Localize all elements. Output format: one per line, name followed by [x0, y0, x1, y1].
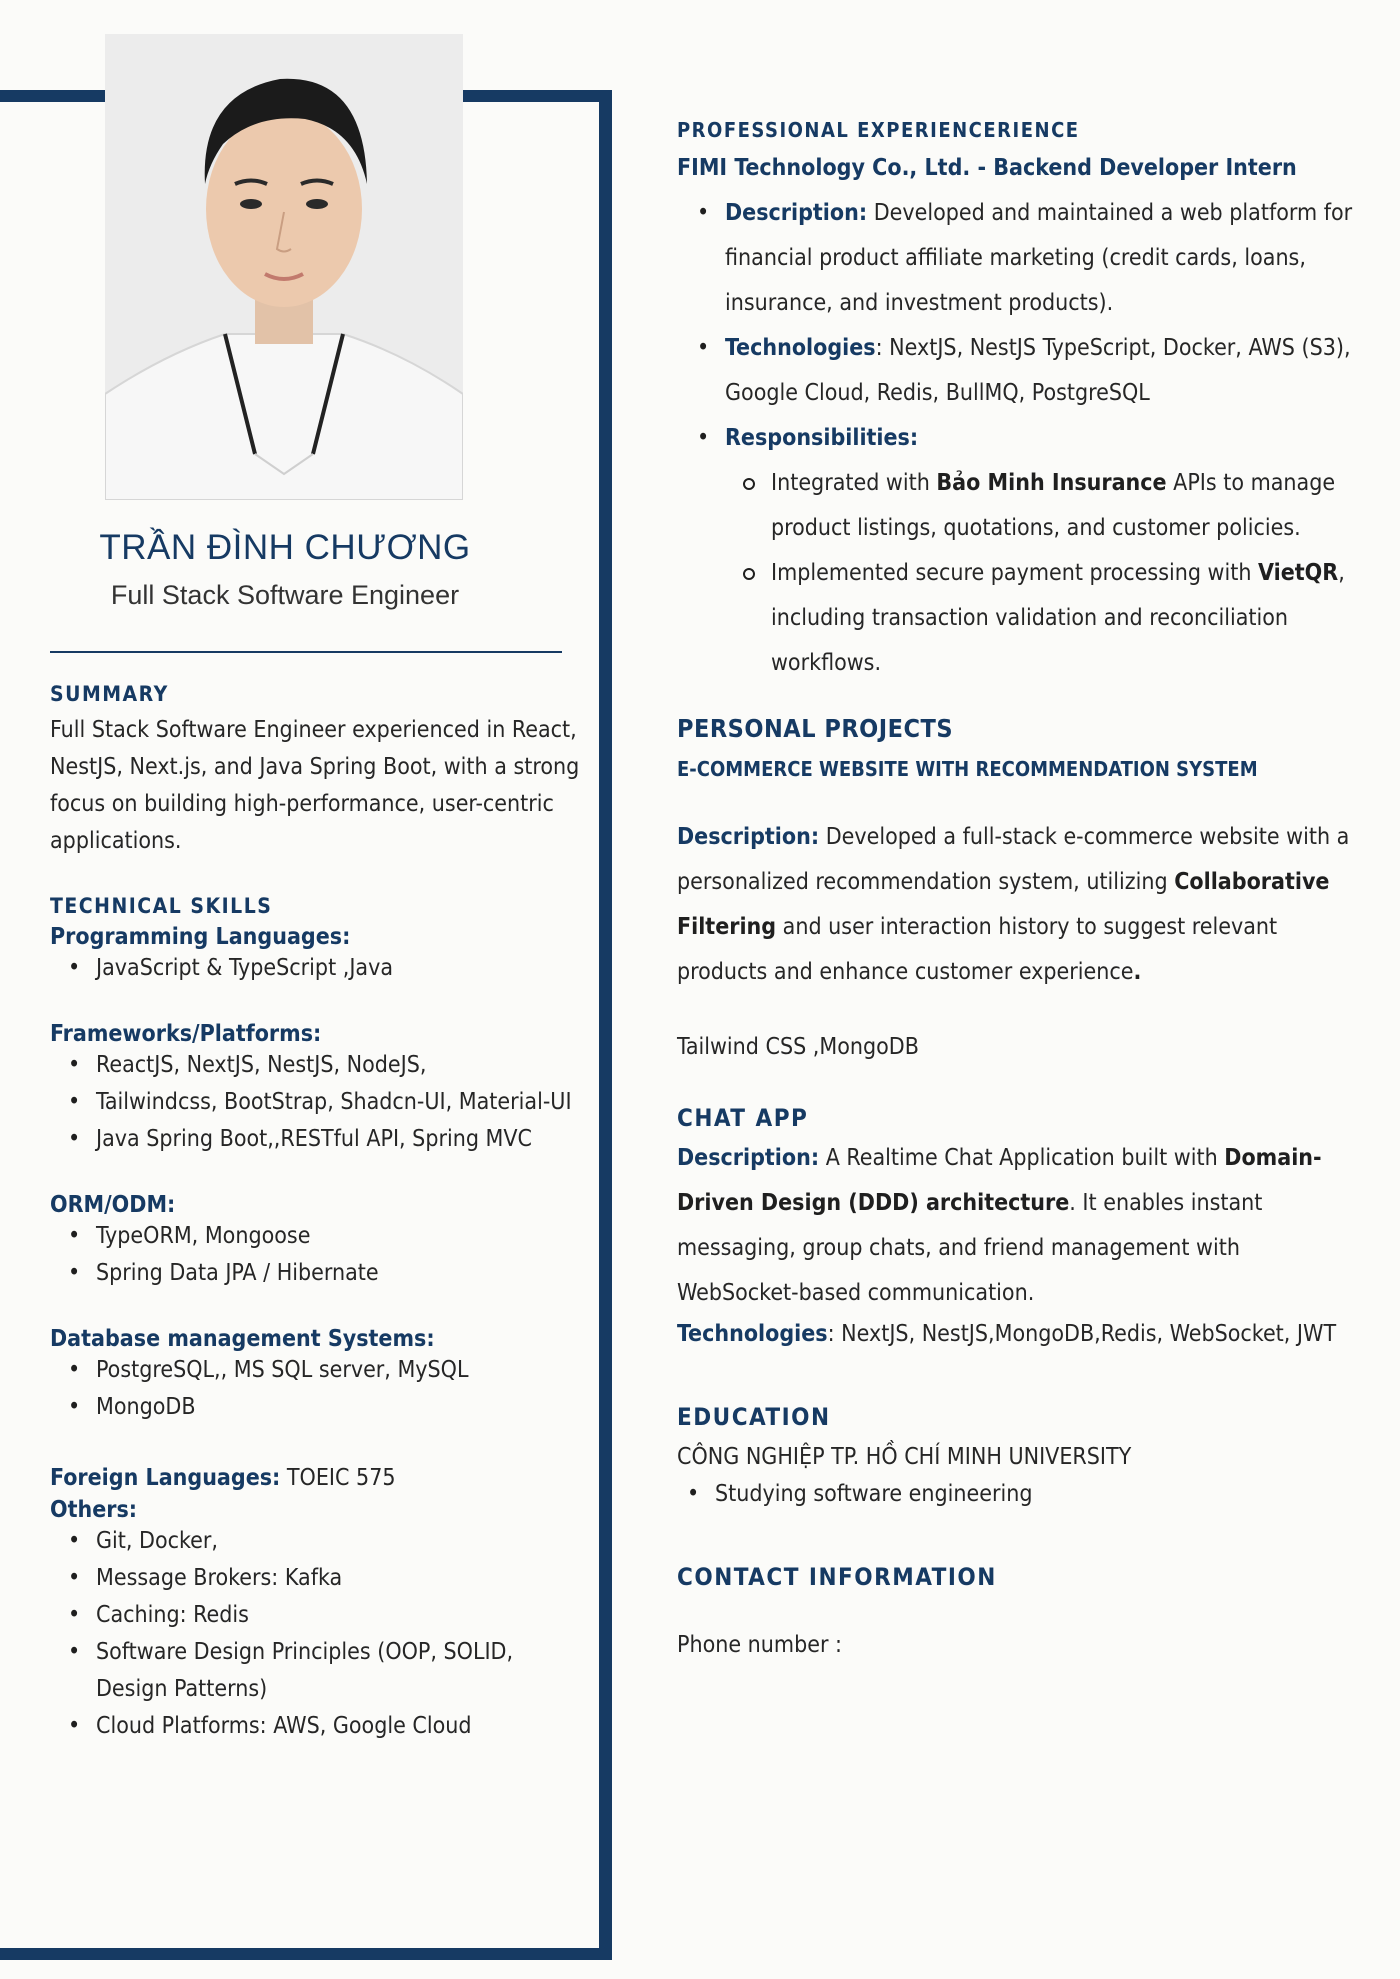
frameworks-list — [50, 1047, 580, 1158]
list-item: • ReactJS, NextJS, NestJS, NodeJS, — [96, 1047, 580, 1084]
right-column — [677, 118, 1367, 1664]
list-item — [771, 461, 1367, 551]
database-label: Database management Systems: — [50, 1326, 435, 1352]
left-column — [50, 682, 580, 1745]
resp2-bold: VietQR — [1258, 560, 1339, 586]
list-item — [725, 191, 1367, 326]
chat-title: CHAT APP — [677, 1104, 809, 1132]
chat-technologies-label: Technologies — [677, 1321, 828, 1347]
contact-phone-label: Phone number : — [677, 1632, 842, 1658]
list-item: • Tailwindcss, BootStrap, Shadcn-UI, Material-UI — [96, 1084, 580, 1121]
ecommerce-desc-pre: Developed a full-stack e-commerce website with a personalized recommendation system, utilizing — [677, 824, 1350, 895]
experience-list — [677, 191, 1367, 686]
others-label: Others: — [50, 1497, 138, 1523]
orm-list — [50, 1218, 580, 1292]
chat-desc-pre: A Realtime Chat Application built with — [819, 1145, 1225, 1171]
candidate-role: Full Stack Software Engineer — [110, 580, 460, 610]
list-item: • Caching: Redis — [96, 1597, 580, 1634]
list-item — [725, 416, 1367, 686]
resp1-post: APIs to manage product listings, quotations, and customer policies. — [771, 470, 1336, 541]
skills-title: TECHNICAL SKILLS — [50, 894, 273, 918]
list-item: • JavaScript & TypeScript ,Java — [96, 950, 580, 987]
education-school: CÔNG NGHIỆP TP. HỒ CHÍ MINH UNIVERSITY — [677, 1444, 1132, 1470]
database-list — [50, 1352, 580, 1426]
chat-technologies-text: : NextJS, NestJS,MongoDB,Redis, WebSocket, JWT — [827, 1321, 1337, 1347]
description-label: Description: — [725, 200, 868, 226]
summary-text: Full Stack Software Engineer experienced in React, NestJS, Next.js, and Java Spring Boot, with a strong focus on building high-performance, user-centric applications. — [50, 717, 580, 854]
list-item: • MongoDB — [96, 1389, 580, 1426]
description-text: Developed and maintained a web platform for financial product affiliate marketing (credit cards, loans, insurance, and investment products). — [725, 200, 1353, 316]
frameworks-label: Frameworks/Platforms: — [50, 1021, 322, 1047]
projects-title: PERSONAL PROJECTS — [677, 714, 954, 743]
experience-company — [677, 146, 1367, 191]
programming-label: Programming Languages: — [50, 924, 351, 950]
list-item: • TypeORM, Mongoose — [96, 1218, 580, 1255]
list-item: • PostgreSQL,, MS SQL server, MySQL — [96, 1352, 580, 1389]
list-item: • Cloud Platforms: AWS, Google Cloud — [96, 1708, 580, 1745]
chat-desc-bold: Domain-Driven Design (DDD) architecture — [677, 1145, 1322, 1216]
technologies-text: : NextJS, NestJS TypeScript, Docker, AWS (S3), Google Cloud, Redis, BullMQ, PostgreSQL — [725, 335, 1351, 406]
foreign-languages-label: Foreign Languages: — [50, 1465, 281, 1491]
chat-description-label: Description: — [677, 1145, 820, 1171]
resp2-pre: Implemented secure payment processing with — [771, 560, 1259, 586]
list-item: • Spring Data JPA / Hibernate — [96, 1255, 580, 1292]
resp2-post: , including transaction validation and reconciliation workflows. — [771, 560, 1345, 676]
ecommerce-title: E-COMMERCE WEBSITE WITH RECOMMENDATION SYSTEM — [677, 757, 1258, 781]
ecommerce-desc-bold: Collaborative Filtering — [677, 869, 1330, 940]
ecommerce-tech: Tailwind CSS ,MongoDB — [677, 1034, 919, 1060]
others-list — [50, 1523, 580, 1745]
resp1-pre: Integrated with — [771, 470, 937, 496]
ecommerce-desc-post: and user interaction history to suggest relevant products and enhance customer experience — [677, 914, 1278, 985]
frame-right-bar — [599, 90, 612, 1960]
programming-list — [50, 950, 580, 987]
list-item: • Software Design Principles (OOP, SOLID, Design Patterns) — [96, 1634, 580, 1708]
candidate-name: TRẦN ĐÌNH CHƯƠNG — [99, 528, 471, 567]
responsibilities-label: Responsibilities: — [725, 425, 919, 451]
education-list — [677, 1476, 1367, 1513]
foreign-languages-line — [50, 1460, 580, 1497]
resp1-bold: Bảo Minh Insurance — [936, 470, 1167, 496]
chat-technologies — [677, 1316, 1367, 1353]
chat-description — [677, 1136, 1367, 1316]
list-item — [771, 551, 1367, 686]
summary-title: SUMMARY — [50, 682, 169, 706]
education-title: EDUCATION — [677, 1403, 831, 1431]
frame-bottom-bar — [0, 1948, 612, 1960]
technologies-label: Technologies — [725, 335, 876, 361]
orm-label: ORM/ODM: — [50, 1192, 176, 1218]
header-divider — [50, 651, 562, 653]
list-item: • Message Brokers: Kafka — [96, 1560, 580, 1597]
company-name: FIMI Technology Co., Ltd. - Backend Developer Intern — [677, 155, 1297, 181]
ecommerce-description — [677, 815, 1367, 995]
ecommerce-description-label: Description: — [677, 824, 820, 850]
chat-desc-post: . It enables instant messaging, group chats, and friend management with WebSocket-based communication. — [677, 1190, 1263, 1306]
contact-title: CONTACT INFORMATION — [677, 1563, 997, 1591]
list-item: • Git, Docker, — [96, 1523, 580, 1560]
profile-photo — [105, 34, 463, 500]
ecommerce-desc-end: . — [1133, 959, 1142, 985]
experience-title: PROFESSIONAL EXPERIENCERIENCE — [677, 118, 1080, 142]
list-item — [725, 326, 1367, 416]
foreign-languages-value: TOEIC 575 — [280, 1465, 396, 1491]
responsibilities-list — [725, 461, 1367, 686]
list-item: • Studying software engineering — [715, 1476, 1367, 1513]
list-item: • Java Spring Boot,,RESTful API, Spring MVC — [96, 1121, 580, 1158]
